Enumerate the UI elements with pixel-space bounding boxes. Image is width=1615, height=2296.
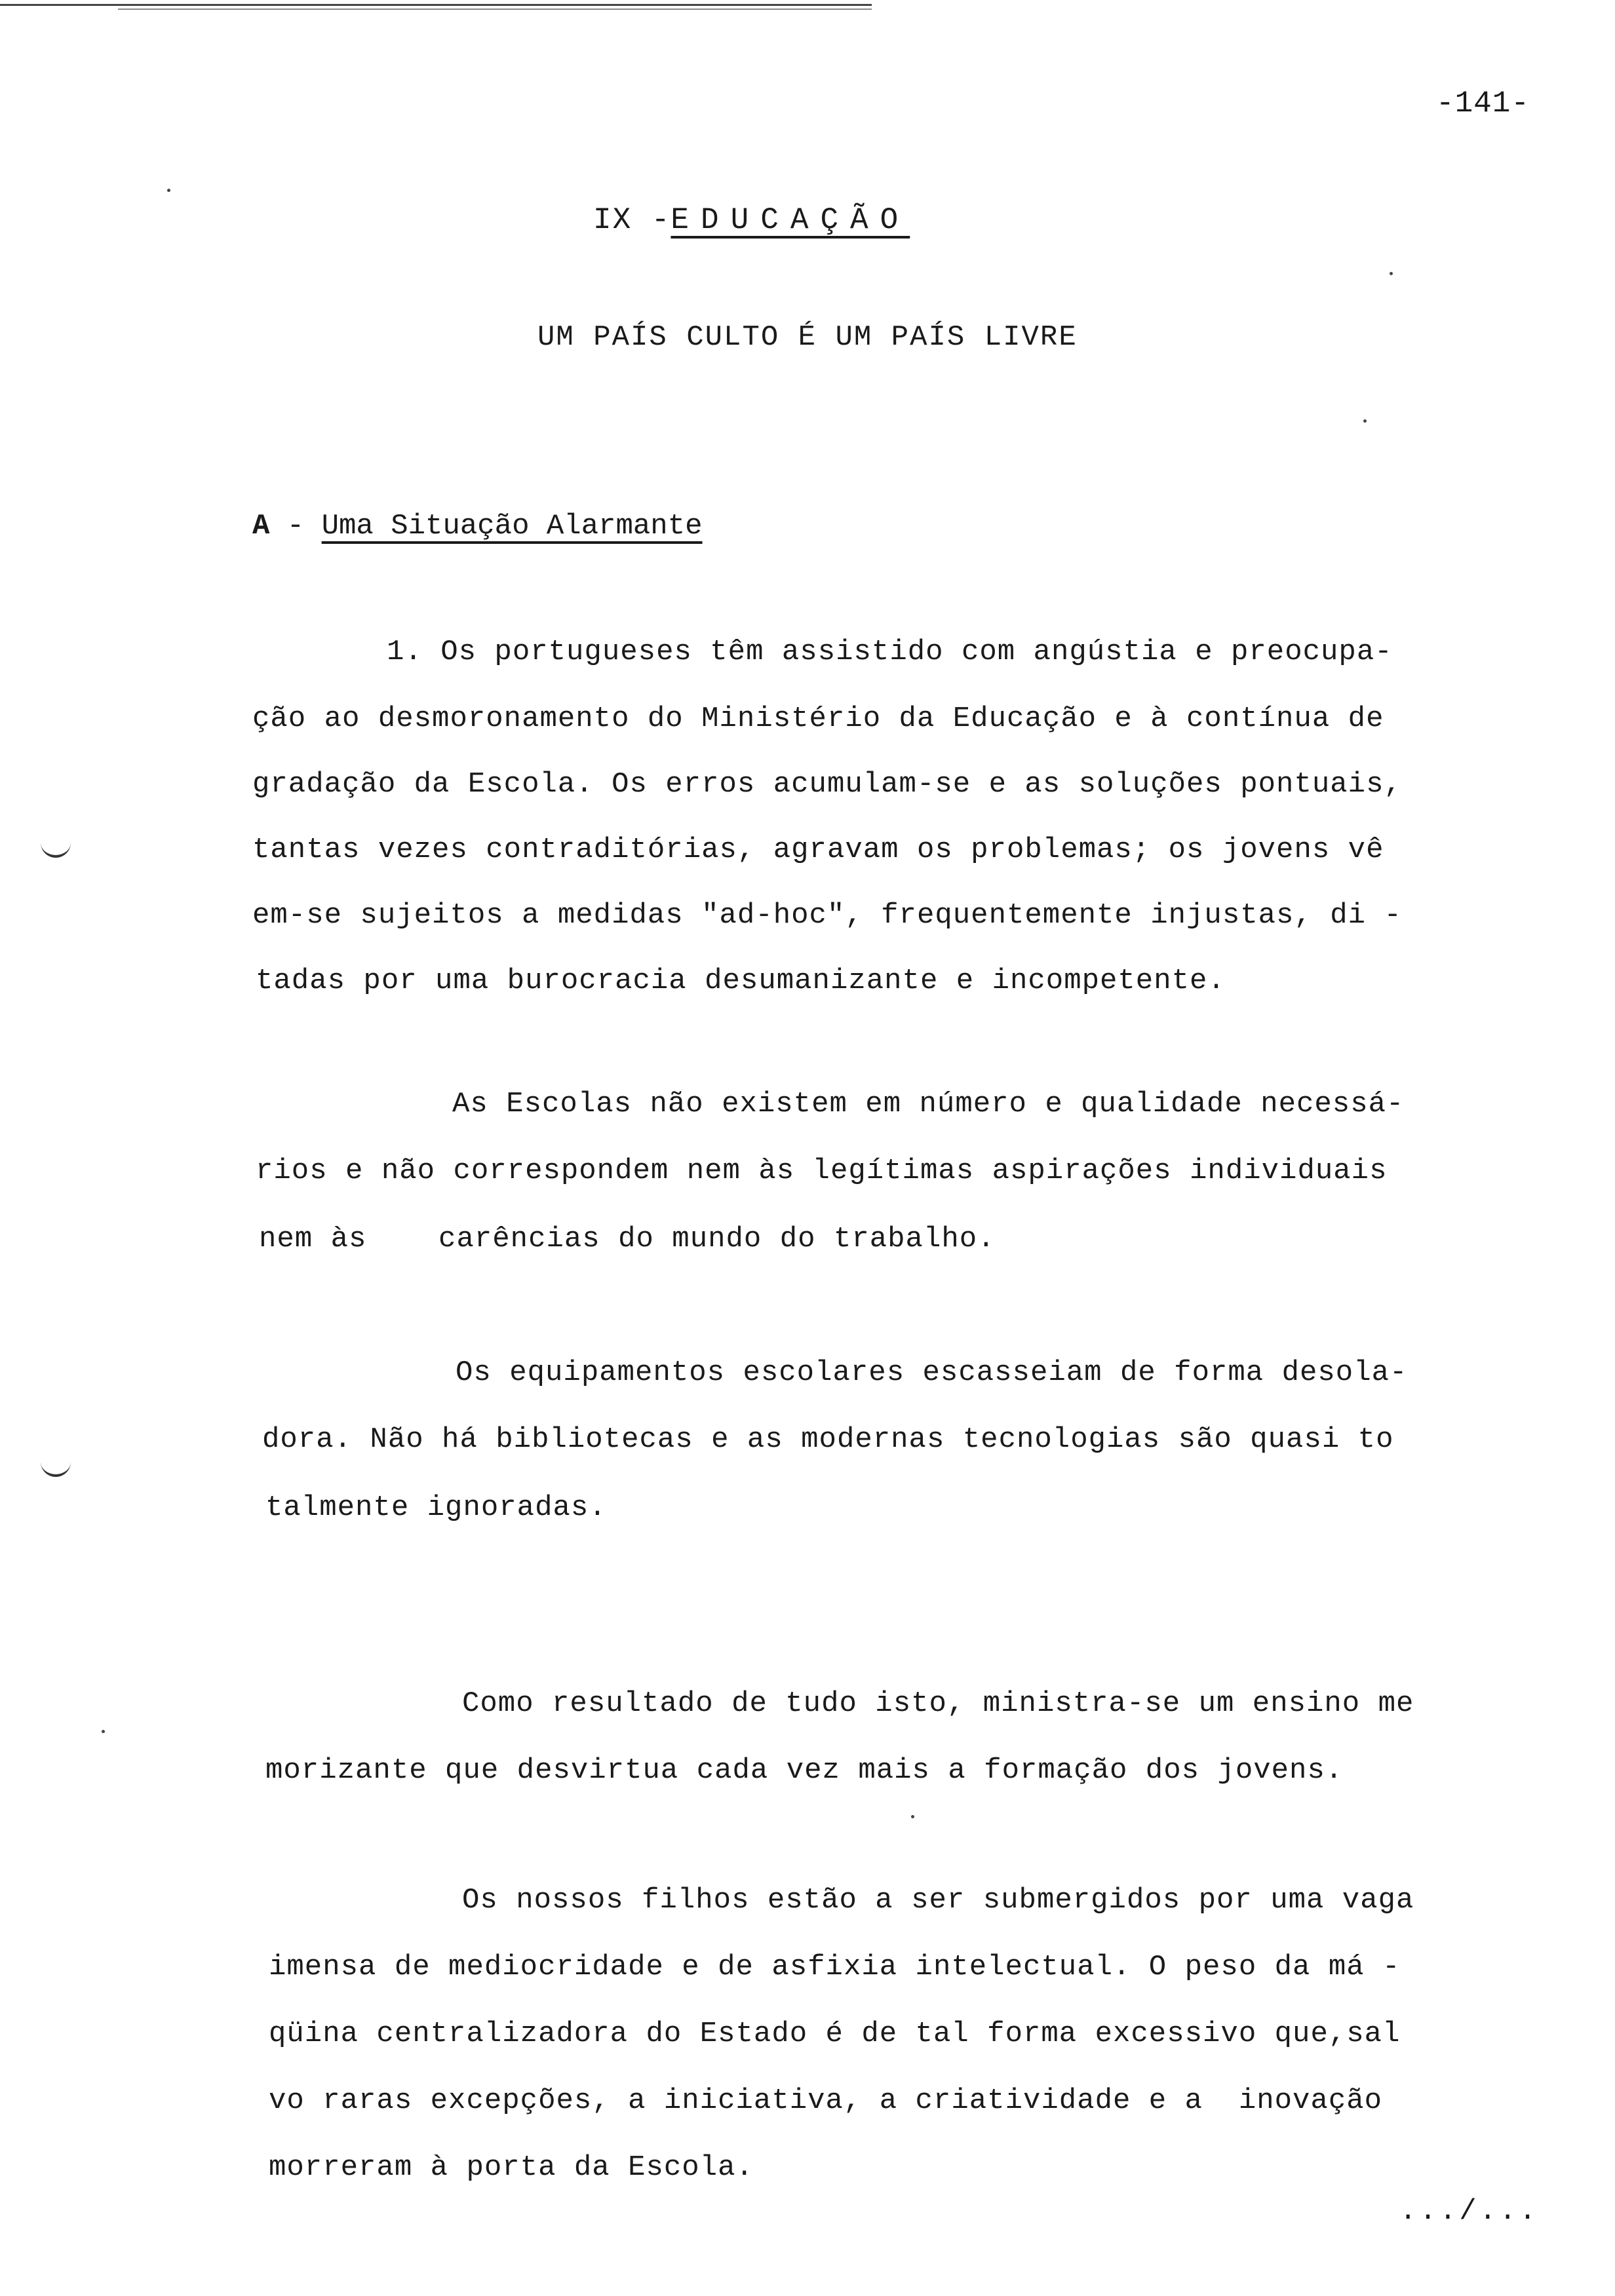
text-line: dora. Não há bibliotecas e as modernas tecnologias são quasi to [262, 1423, 1394, 1456]
text-line: imensa de mediocridade e de asfixia intelectual. O peso da má - [269, 1951, 1401, 1983]
chapter-subtitle: UM PAÍS CULTO É UM PAÍS LIVRE [537, 321, 1078, 354]
text-line: talmente ignoradas. [265, 1491, 607, 1524]
text-line: tantas vezes contraditórias, agravam os problemas; os jovens vê [252, 833, 1384, 866]
text-line: Como resultado de tudo isto, ministra-se um ensino me [462, 1687, 1414, 1720]
text-line: em-se sujeitos a medidas "ad-hoc", frequentemente injustas, di - [252, 899, 1402, 932]
continuation-mark: .../... [1399, 2195, 1539, 2228]
text-line: 1. Os portugueses têm assistido com angústia e preocupa- [387, 636, 1393, 668]
scan-speck [102, 1730, 105, 1733]
punch-hole-mark [41, 842, 71, 858]
text-line: nem às carências do mundo do trabalho. [259, 1223, 996, 1255]
text-line: ção ao desmoronamento do Ministério da Educação e à contínua de [252, 702, 1384, 735]
scan-speck [167, 189, 170, 192]
scan-speck [1390, 272, 1393, 275]
text-line: As Escolas não existem em número e qualidade necessá- [452, 1088, 1405, 1120]
top-rule [0, 4, 872, 6]
section-separator: - [269, 510, 322, 543]
text-line: morizante que desvirtua cada vez mais a formação dos jovens. [265, 1754, 1344, 1787]
text-line: Os equipamentos escolares escasseiam de forma desola- [456, 1356, 1408, 1389]
text-line: qüina centralizadora do Estado é de tal forma excessivo que,sal [269, 2018, 1401, 2050]
scan-speck [911, 1815, 914, 1818]
text-line: tadas por uma burocracia desumanizante e incompetente. [256, 965, 1226, 997]
scan-speck [1363, 419, 1367, 423]
section-title: Uma Situação Alarmante [321, 510, 703, 543]
page-number: -141- [1435, 86, 1530, 121]
section-letter: A [252, 510, 270, 543]
text-line: gradação da Escola. Os erros acumulam-se e as soluções pontuais, [252, 768, 1402, 801]
section-heading [252, 510, 703, 543]
text-line: Os nossos filhos estão a ser submergidos por uma vaga [462, 1884, 1414, 1917]
text-line: vo raras excepções, a iniciativa, a criatividade e a inovação [269, 2084, 1383, 2117]
chapter-prefix: IX - [593, 203, 671, 237]
text-line: rios e não correspondem nem às legítimas aspirações individuais [256, 1155, 1388, 1187]
punch-hole-mark [41, 1461, 71, 1477]
chapter-heading [593, 203, 910, 237]
text-line: morreram à porta da Escola. [269, 2151, 754, 2184]
top-rule-secondary [118, 9, 872, 10]
chapter-title: EDUCAÇÃO [671, 203, 910, 237]
